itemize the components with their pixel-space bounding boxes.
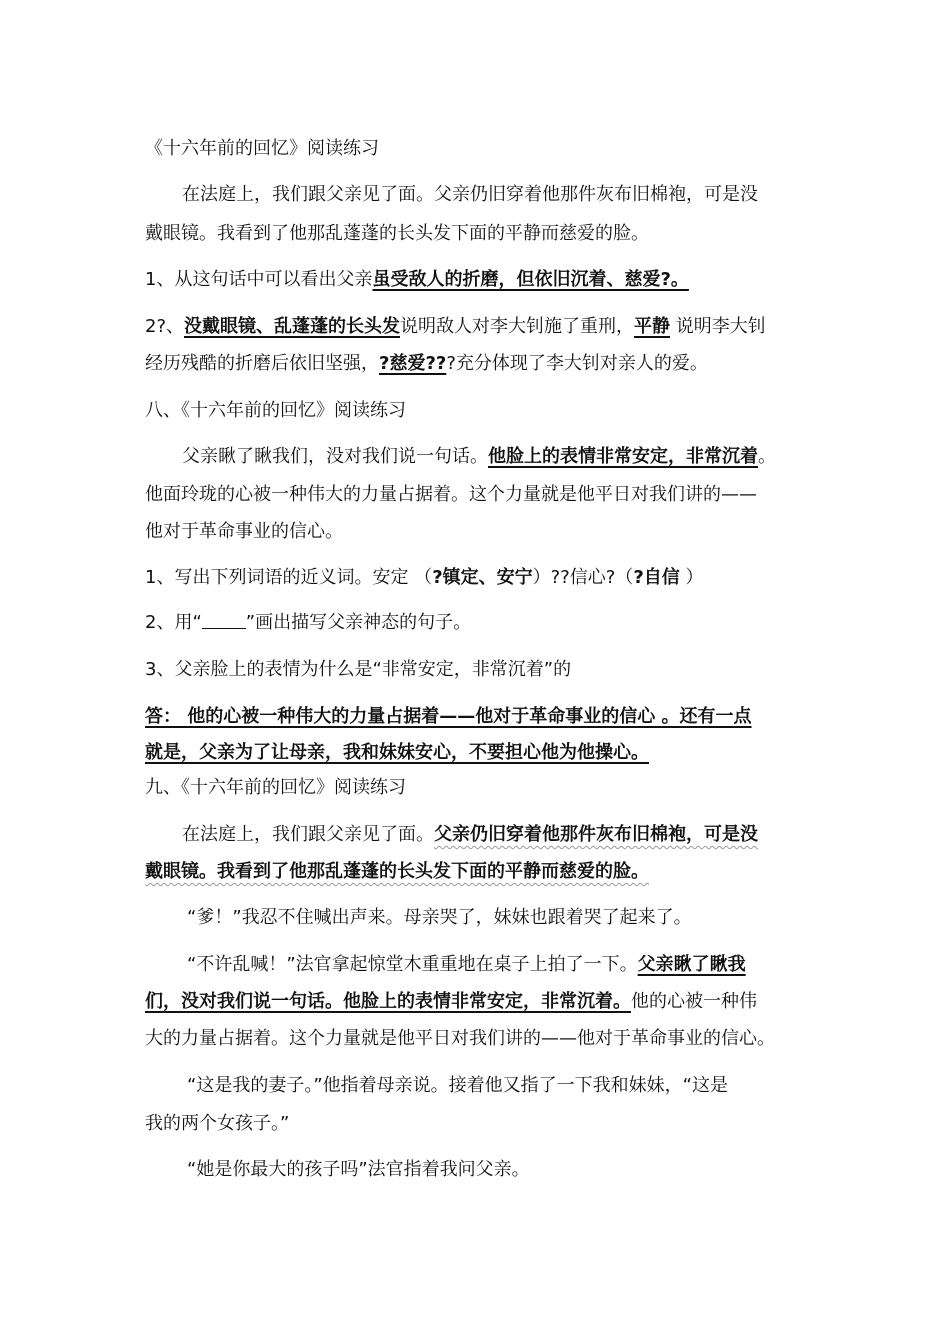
question1-prefix: 1、从这句话中可以看出父亲 — [145, 269, 373, 290]
section8-passage-line1-c: 。 — [758, 446, 776, 467]
question2-text-a: 说明敌人对李大钊施了重刑， — [400, 316, 635, 337]
section1-question2-line2 — [145, 352, 708, 376]
section1-title: 《十六年前的回忆》阅读练习 — [145, 138, 379, 159]
section1-question2-line1 — [145, 315, 766, 339]
section9-p4-line1: “这是我的妻子。”他指着母亲说。接着他又指了一下我和妹妹，“这是 — [187, 1075, 728, 1096]
section8-question2 — [145, 611, 471, 635]
section9-p3-line2-a: 们，没对我们说一句话。他脸上的表情非常安定，非常沉着。 — [145, 991, 631, 1012]
underline-blank — [202, 612, 246, 629]
section8-passage-line2: 他面玲珑的心被一种伟大的力量占据着。这个力量就是他平日对我们讲的—— — [145, 484, 757, 505]
section8-q1-a: 1、写出下列词语的近义词。安定 （ — [145, 567, 433, 588]
section9-p3-line1 — [187, 953, 746, 977]
question1-answer: 虽受敌人的折磨，但依旧沉着、慈爱?。 — [372, 269, 689, 290]
section8-q2-a: 2、用“ — [145, 612, 202, 633]
section1-question1 — [145, 268, 689, 292]
question2-answer-a: 没戴眼镜、乱蓬蓬的长头发 — [184, 316, 401, 337]
section8-answer-line2: 就是，父亲为了让母亲，我和妹妹安心，不要担心他为他操心。 — [145, 742, 649, 763]
question2-line2-b: ?充分体现了李大钊对亲人的爱。 — [446, 353, 708, 374]
section9-p3-line1-b: 父亲瞅了瞅我 — [637, 954, 746, 975]
question2-line2-a: 经历残酷的折磨后依旧坚强， — [145, 353, 379, 374]
section8-answer-line1: 答： 他的心被一种伟大的力量占据着——他对于革命事业的信心 。还有一点 — [145, 706, 752, 727]
section9-p3-line3: 大的力量占据着。这个力量就是他平日对我们讲的——他对于革命事业的信心。 — [145, 1028, 775, 1049]
section8-passage-line1-b: 他脸上的表情非常安定，非常沉着 — [488, 446, 758, 467]
section8-q1-b: ?镇定、安宁 — [432, 567, 533, 588]
section1-passage-line1: 在法庭上，我们跟父亲见了面。父亲仍旧穿着他那件灰布旧棉袍，可是没 — [182, 184, 758, 205]
section9-p3-line1-a: “不许乱喊！”法官拿起惊堂木重重地在桌子上拍了一下。 — [187, 954, 638, 975]
section8-q1-d: ?自信 — [633, 567, 680, 588]
section9-p1-line1-b: 父亲仍旧穿着他那件灰布旧棉袍，可是没 — [434, 824, 758, 845]
section9-title: 九、《十六年前的回忆》阅读练习 — [145, 777, 406, 798]
section8-title: 八、《十六年前的回忆》阅读练习 — [145, 400, 406, 421]
question2-answer-b: 平静 — [634, 316, 671, 337]
section9-p1-line1 — [182, 823, 758, 847]
section8-q2-b: ”画出描写父亲神态的句子。 — [245, 612, 472, 633]
question2-text-b: 说明李大钊 — [670, 316, 766, 337]
section8-passage-line3: 他对于革命事业的信心。 — [145, 521, 343, 542]
section1-passage-line2: 戴眼镜。我看到了他那乱蓬蓬的长头发下面的平静而慈爱的脸。 — [145, 223, 649, 244]
section8-passage-line1 — [182, 445, 776, 469]
section9-p2: “爹！”我忍不住喊出声来。母亲哭了，妹妹也跟着哭了起来了。 — [187, 907, 692, 928]
section9-p5: “她是你最大的孩子吗”法官指着我问父亲。 — [187, 1159, 530, 1180]
question2-number: 2?、 — [145, 316, 185, 337]
section9-p3-line2 — [145, 990, 757, 1014]
section8-q1-c: ）??信心?（ — [532, 567, 634, 588]
section9-p1-line1-a: 在法庭上，我们跟父亲见了面。 — [182, 824, 434, 845]
section8-passage-line1-a: 父亲瞅了瞅我们，没对我们说一句话。 — [182, 446, 488, 467]
section9-p3-line2-b: 他的心被一种伟 — [631, 991, 757, 1012]
section9-p4-line2: 我的两个女孩子。” — [145, 1113, 290, 1134]
section8-question3: 3、父亲脸上的表情为什么是“非常安定，非常沉着”的 — [145, 659, 572, 680]
question2-answer-c: ?慈爱?? — [379, 353, 447, 374]
section9-p1-line2: 戴眼镜。我看到了他那乱蓬蓬的长头发下面的平静而慈爱的脸。 — [145, 861, 649, 882]
section8-question1 — [145, 566, 704, 590]
section8-q1-e: ） — [679, 567, 704, 588]
